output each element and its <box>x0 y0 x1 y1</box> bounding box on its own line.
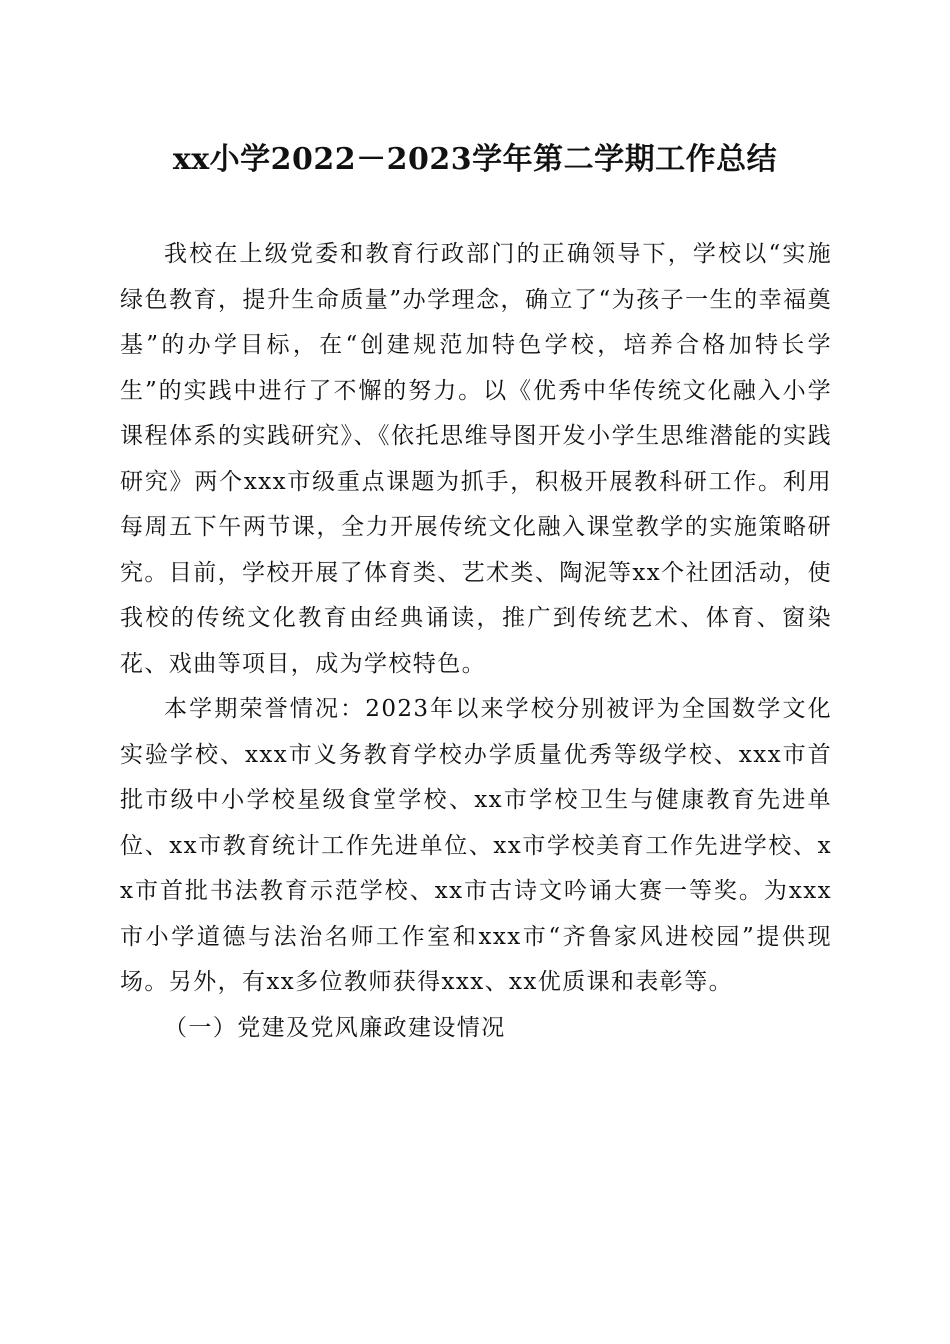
section-heading-party-building: （一）党建及党风廉政建设情况 <box>164 1014 506 1041</box>
paragraph-intro: 我校在上级党委和教育行政部门的正确领导下，学校以“实施绿色教育，提升生命质量”办学理念，确立了“为孩子一生的幸福奠基”的办学目标，在“创建规范加特色学校，培养合格加特长学生”的实践中进行了不懈的努力。以《优秀中华传统文化融入小学课程体系的实践研究》、《依托思维导图开发小学生思维潜能的实践研究》两个xxx市级重点课题为抓手，积极开展教科研工作。利用每周五下午两节课，全力开展传统文化融入课堂教学的实施策略研究。目前，学校开展了体育类、艺术类、陶泥等xx个社团活动，使我校的传统文化教育由经典诵读，推广到传统艺术、体育、窗染花、戏曲等项目，成为学校特色。 <box>120 241 832 677</box>
document-body <box>120 232 832 1051</box>
document-title: xx小学2022－2023学年第二学期工作总结 <box>172 142 778 177</box>
paragraph-honors: 本学期荣誉情况：2023年以来学校分别被评为全国数学文化实验学校、xxx市义务教育学校办学质量优秀等级学校、xxx市首批市级中小学校星级食堂学校、xx市学校卫生与健康教育先进单位、xx市教育统计工作先进单位、xx市学校美育工作先进学校、xx市首批书法教育示范学校、xx市古诗文吟诵大赛一等奖。为xxx市小学道德与法治名师工作室和xxx市“齐鲁家风进校园”提供现场。另外，有xx多位教师获得xxx、xx优质课和表彰等。 <box>120 696 832 995</box>
